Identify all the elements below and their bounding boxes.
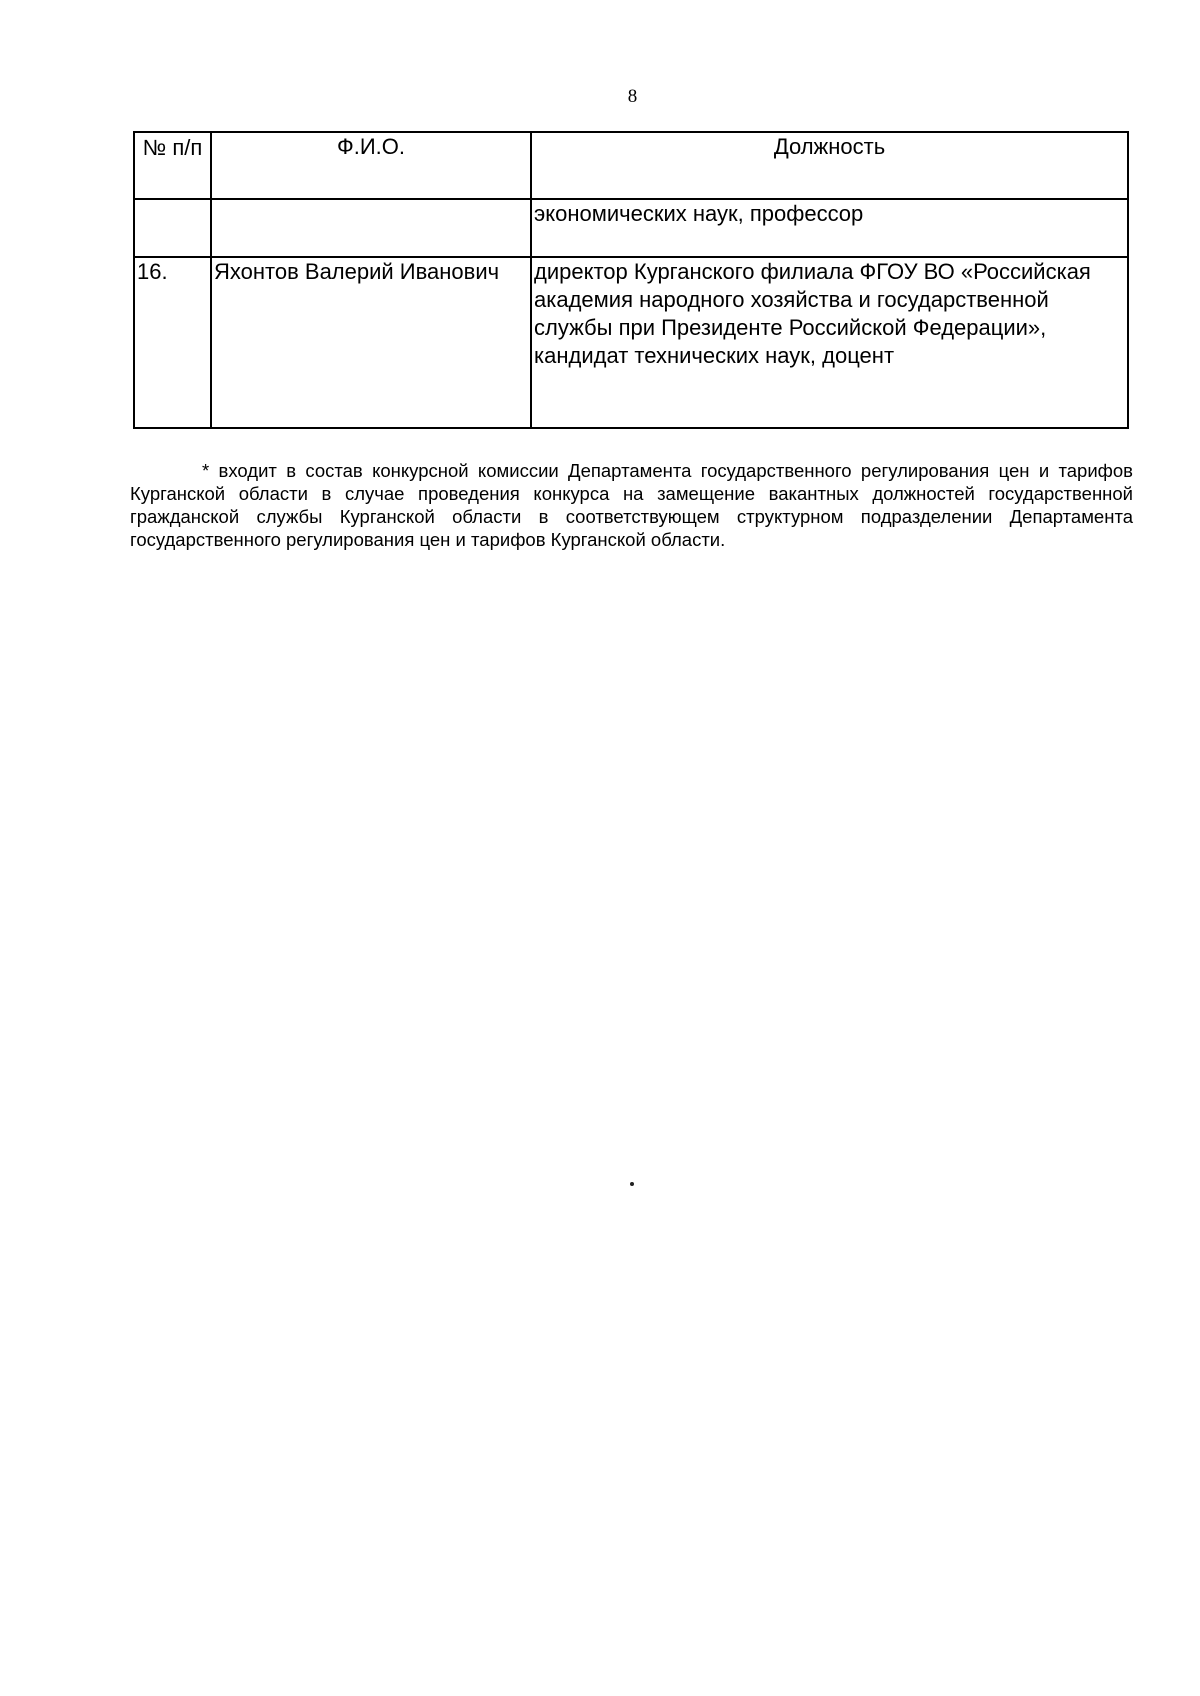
- table-row: [134, 257, 1128, 428]
- row-position-cell: директор Курганского филиала ФГОУ ВО «Российская академия народного хозяйства и государственной службы при Президенте Российской Федерации», кандидат технических наук, доцент: [531, 257, 1128, 428]
- header-position: Должность: [531, 132, 1128, 199]
- header-fio: Ф.И.О.: [211, 132, 531, 199]
- row-position-cell: экономических наук, профессор: [531, 199, 1128, 257]
- row-num-cell: 16.: [134, 257, 211, 428]
- header-num: № п/п: [134, 132, 211, 199]
- table-header-row: [134, 132, 1128, 199]
- row-num-cell: [134, 199, 211, 257]
- row-fio-cell: Яхонтов Валерий Иванович: [211, 257, 531, 428]
- members-table: [133, 131, 1129, 429]
- scan-dot: [630, 1182, 634, 1186]
- table-row: [134, 199, 1128, 257]
- row-fio-cell: [211, 199, 531, 257]
- page-number: 8: [627, 86, 638, 107]
- footnote: * входит в состав конкурсной комиссии Департамента государственного регулирования цен и тарифов Курганской области в случае проведения конкурса на замещение вакантных должностей государственной гражданской службы Курганской области в соответствующем структурном подразделении Департамента государственного регулирования цен и тарифов Курганской области.: [130, 460, 1133, 550]
